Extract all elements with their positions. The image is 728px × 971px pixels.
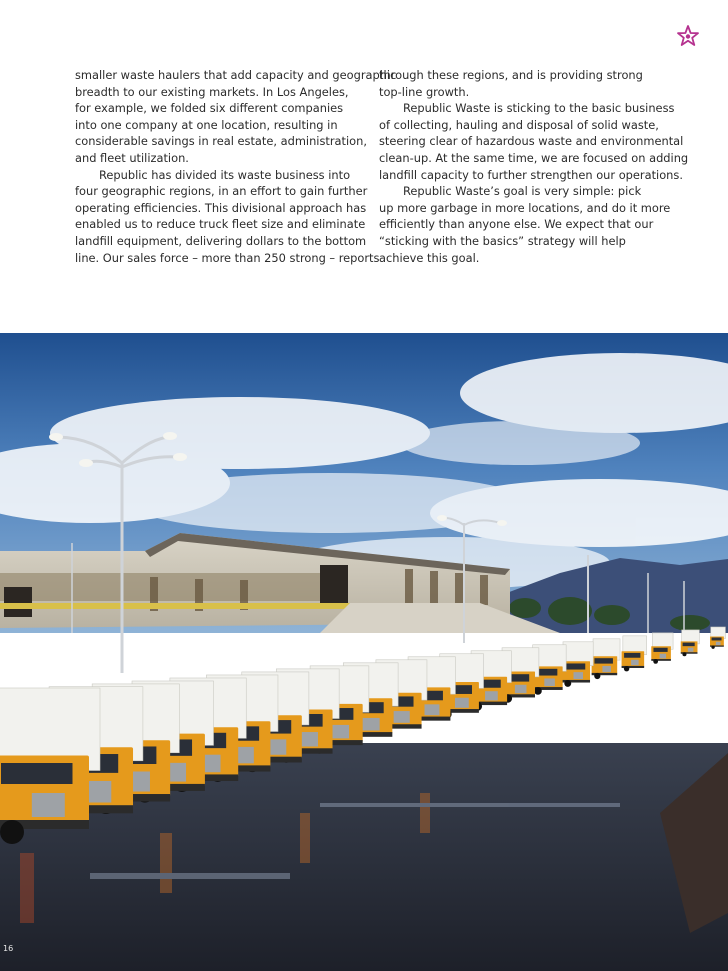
right-column-line: Republic Waste’s goal is very simple: pick: [403, 184, 642, 199]
right-column-line: clean-up. At the same time, we are focused on adding: [379, 150, 689, 165]
right-text-column: [379, 67, 689, 266]
right-column-line: steering clear of hazardous waste and environmental: [379, 134, 684, 149]
garbage-truck: [651, 633, 673, 664]
right-column-line: “sticking with the basics” strategy will help: [379, 233, 626, 248]
left-column-line: four geographic regions, in an effort to gain further: [75, 184, 368, 199]
left-column-line: and fleet utilization.: [75, 150, 189, 165]
garbage-truck: [0, 688, 100, 844]
right-column-line: landfill capacity to further strengthen our operations.: [379, 167, 683, 182]
right-column-line: achieve this goal.: [379, 250, 480, 265]
left-column-line: operating efficiencies. This divisional approach has: [75, 200, 367, 215]
right-column-line: through these regions, and is providing strong: [379, 68, 643, 82]
left-text-column: [75, 67, 397, 266]
left-column-line: landfill equipment, delivering dollars to the bottom: [75, 233, 367, 248]
left-column-line: Republic has divided its waste business into: [99, 167, 351, 182]
left-column-line: considerable savings in real estate, administration,: [75, 134, 367, 149]
garbage-truck: [622, 636, 647, 672]
left-column-line: smaller waste haulers that add capacity and geographic: [75, 68, 397, 82]
left-column-line: into one company at one location, resulting in: [75, 117, 338, 132]
right-column-line: Republic Waste is sticking to the basic business: [403, 101, 675, 116]
garbage-truck: [681, 630, 700, 656]
right-column-line: of collecting, hauling and disposal of solid waste,: [379, 117, 659, 132]
garbage-truck: [710, 627, 725, 649]
left-column-line: breadth to our existing markets. In Los Angeles,: [75, 84, 349, 99]
left-column-line: for example, we folded six different companies: [75, 101, 344, 116]
right-column-line: top-line growth.: [379, 84, 470, 99]
right-column-line: up more garbage in more locations, and do it more: [379, 200, 671, 215]
left-column-line: line. Our sales force – more than 250 strong – reports: [75, 250, 380, 265]
left-column-line: enabled us to reduce truck fleet size and eliminate: [75, 217, 366, 232]
page-number: 16: [3, 944, 14, 953]
truck-fleet-photo: [0, 333, 728, 971]
right-column-line: efficiently than anyone else. We expect that our: [379, 217, 654, 232]
star-logo-icon: [676, 24, 700, 48]
garbage-truck: [592, 639, 620, 679]
